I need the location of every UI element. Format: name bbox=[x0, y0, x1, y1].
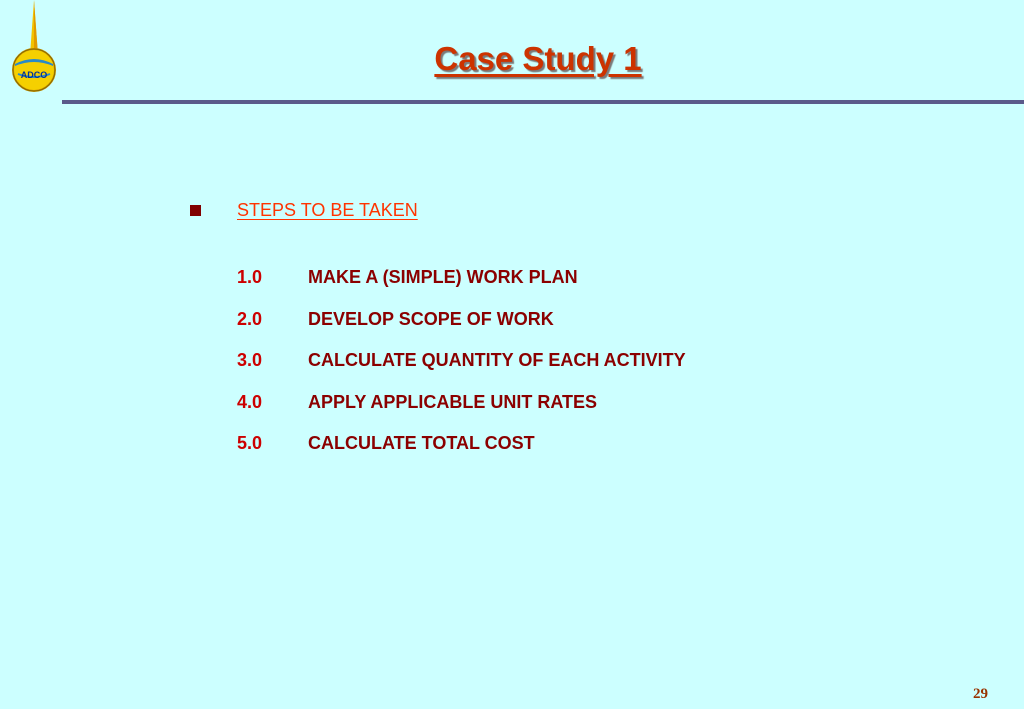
step-text: APPLY APPLICABLE UNIT RATES bbox=[308, 391, 598, 412]
square-bullet-icon bbox=[190, 205, 201, 216]
step-item bbox=[237, 392, 686, 434]
page-number: 29 bbox=[973, 686, 988, 702]
steps-list bbox=[237, 267, 686, 475]
step-number: 4.0 bbox=[237, 391, 263, 412]
step-number: 5.0 bbox=[237, 433, 263, 453]
step-item bbox=[237, 309, 686, 351]
step-text: CALCULATE QUANTITY OF EACH ACTIVITY bbox=[308, 350, 686, 370]
logo-text: ADCO bbox=[20, 70, 48, 80]
step-item bbox=[237, 350, 686, 392]
step-number: 2.0 bbox=[237, 308, 263, 329]
title-divider bbox=[62, 100, 1024, 104]
step-number: 1.0 bbox=[237, 267, 263, 287]
step-item bbox=[237, 433, 686, 475]
step-text: MAKE A (SIMPLE) WORK PLAN bbox=[308, 267, 578, 287]
step-text: CALCULATE TOTAL COST bbox=[308, 433, 535, 453]
step-text: DEVELOP SCOPE OF WORK bbox=[308, 308, 554, 329]
step-number: 3.0 bbox=[237, 350, 263, 370]
section-heading: STEPS TO BE TAKEN bbox=[237, 200, 418, 220]
step-item bbox=[237, 267, 686, 309]
slide-title: Case Study 1 bbox=[434, 40, 642, 77]
